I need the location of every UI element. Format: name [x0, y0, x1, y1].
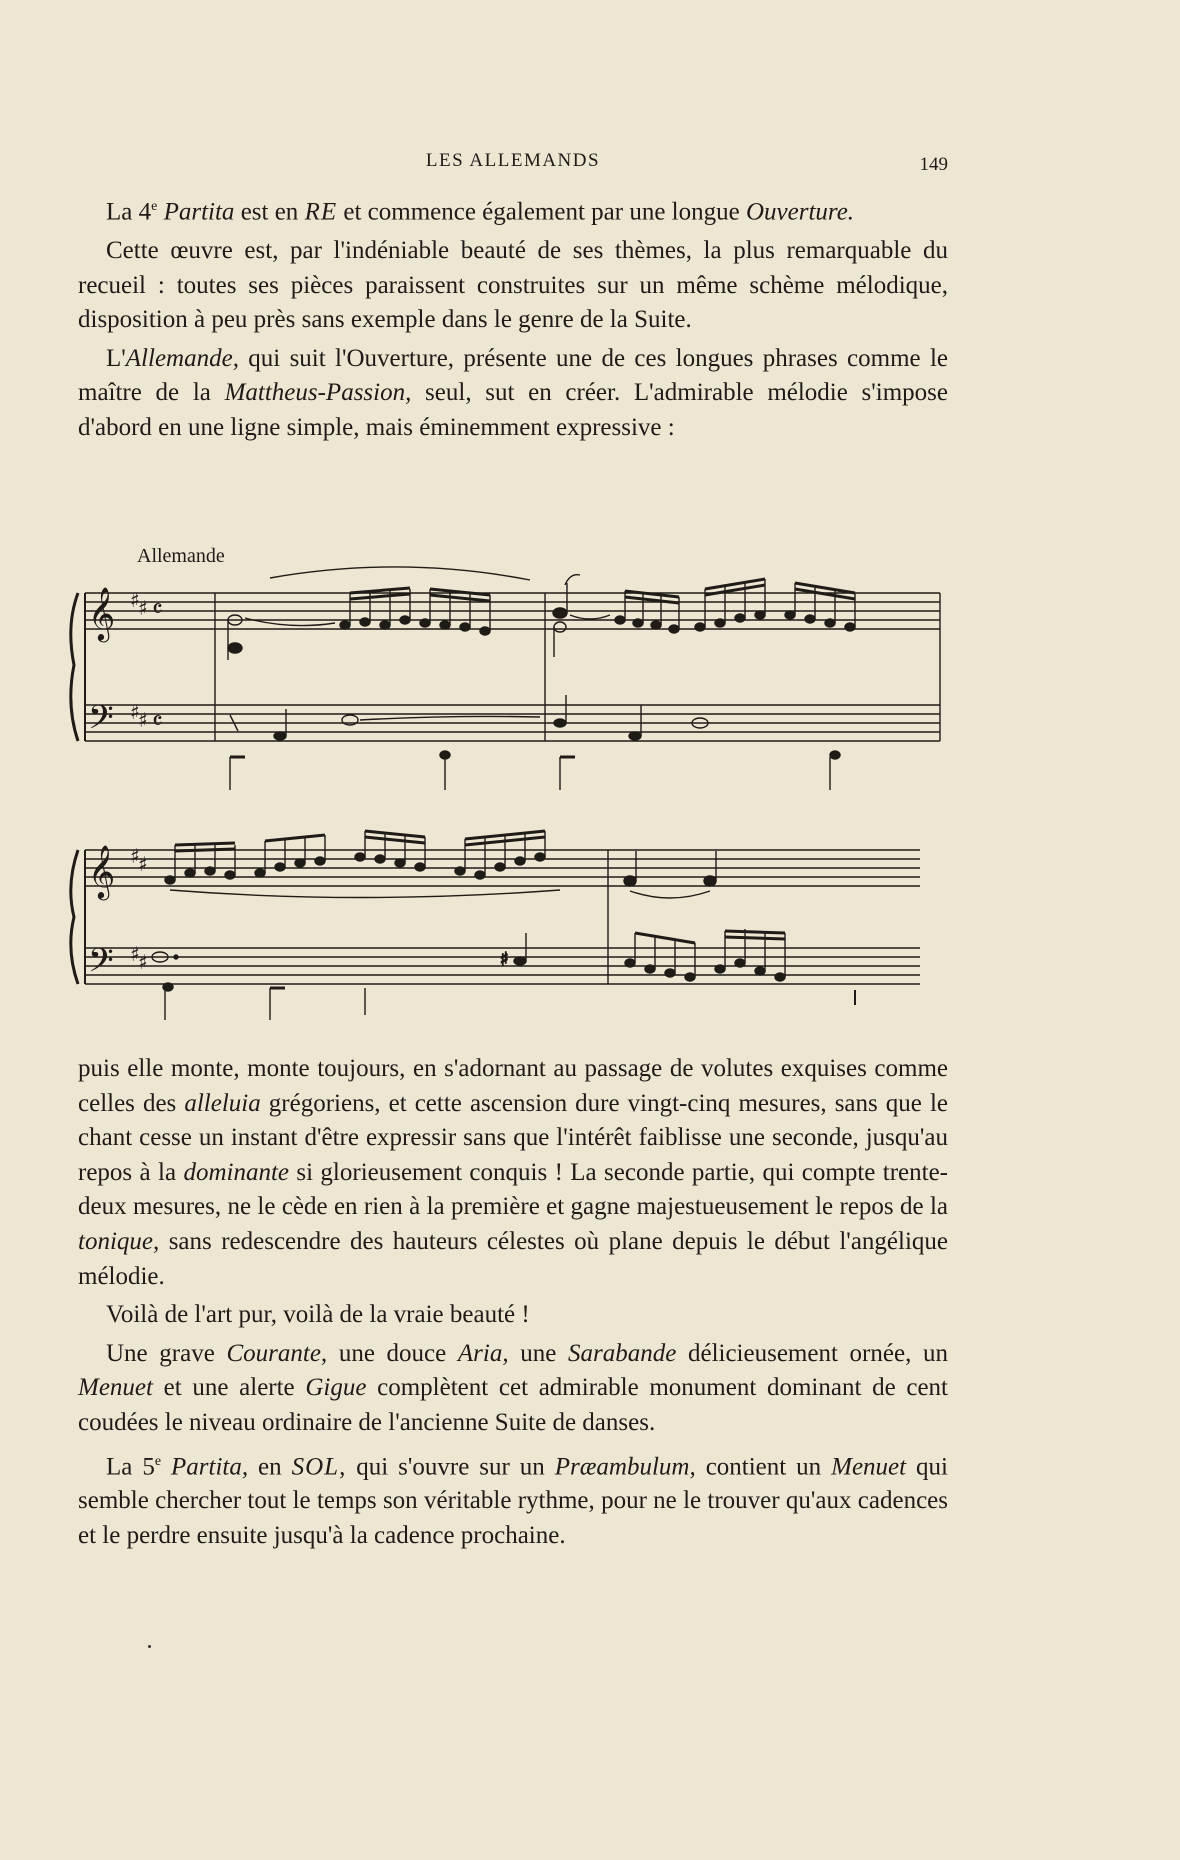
svg-text:♯: ♯ — [138, 950, 148, 974]
paragraph: Cette œuvre est, par l'indéniable beauté de ses thèmes, la plus remarquable du recueil : toutes ses pièces paraissent construites sur un même schème mélodique, disposition à peu près sans exemple dans le genre de la Suite. — [78, 236, 948, 334]
page-header — [78, 150, 948, 180]
svg-text:𝄢: 𝄢 — [88, 699, 114, 745]
svg-text:♯: ♯ — [138, 596, 148, 620]
svg-text:𝄞: 𝄞 — [88, 844, 116, 898]
svg-text:♯: ♯ — [138, 852, 148, 876]
paragraph: L'Allemande, qui suit l'Ouverture, présente une de ces longues phrases comme le maître de la Mattheus-Passion, seul, sut en créer. L'admirable mélodie s'impose d'abord en une ligne simple, mais éminemment expressive : — [78, 344, 948, 441]
paragraph: Voilà de l'art pur, voilà de la vraie beauté ! — [106, 1301, 530, 1329]
bass-staff-1 — [85, 705, 940, 741]
music-score — [60, 545, 960, 1045]
paragraph: Une grave Courante, une douce Aria, une Sarabande délicieusement ornée, un Menuet et une alerte Gigue complètent cet admirable monument dominant de cent coudées le niveau ordinaire de l'ancienne Suite de danses. — [78, 1339, 948, 1436]
svg-text:♯: ♯ — [130, 942, 140, 966]
paragraph: La 4e Partita est en RE et commence également par une longue Ouverture. — [106, 198, 855, 226]
treble-staff-1 — [85, 593, 940, 629]
svg-text:𝄞: 𝄞 — [88, 586, 116, 640]
text-block-top — [78, 190, 948, 445]
score-engraving — [60, 545, 960, 1045]
text-block-bottom — [78, 1052, 948, 1554]
svg-text:♯: ♯ — [130, 844, 140, 868]
paragraph: La 5e Partita, en SOL, qui s'ouvre sur un Præambulum, contient un Menuet qui semble chercher tout le temps son véritable rythme, pour ne le trouver qu'aux cadences et le perdre ensuite jusqu'à la cadence prochaine. — [78, 1452, 948, 1550]
svg-text:♯: ♯ — [130, 588, 140, 612]
svg-text:♯: ♯ — [138, 708, 148, 732]
svg-text:♯: ♯ — [500, 949, 509, 970]
print-speck — [148, 1645, 151, 1648]
svg-text:𝄢: 𝄢 — [88, 942, 114, 988]
score-label: Allemande — [137, 545, 225, 567]
svg-text:♯: ♯ — [130, 700, 140, 724]
page-number: 149 — [919, 154, 948, 175]
paragraph: puis elle monte, monte toujours, en s'adornant au passage de volutes exquises comme celles des alleluia grégoriens, et cette ascension dure vingt-cinq mesures, sans que le chant cesse un instant d'être expressir sans que l'intérêt faiblisse une seconde, jusqu'au repos à la dominante si glorieusement conquis ! La seconde partie, qui compte trente-deux mesures, ne le cède en rien à la première et gagne majestueusement le repos de la tonique, sans redescendre des hauteurs célestes où plane depuis le début l'angélique mélodie. — [78, 1055, 948, 1290]
svg-text:𝄴: 𝄴 — [152, 707, 163, 735]
running-title: LES ALLEMANDS — [425, 150, 601, 171]
svg-text:𝄴: 𝄴 — [152, 595, 163, 623]
